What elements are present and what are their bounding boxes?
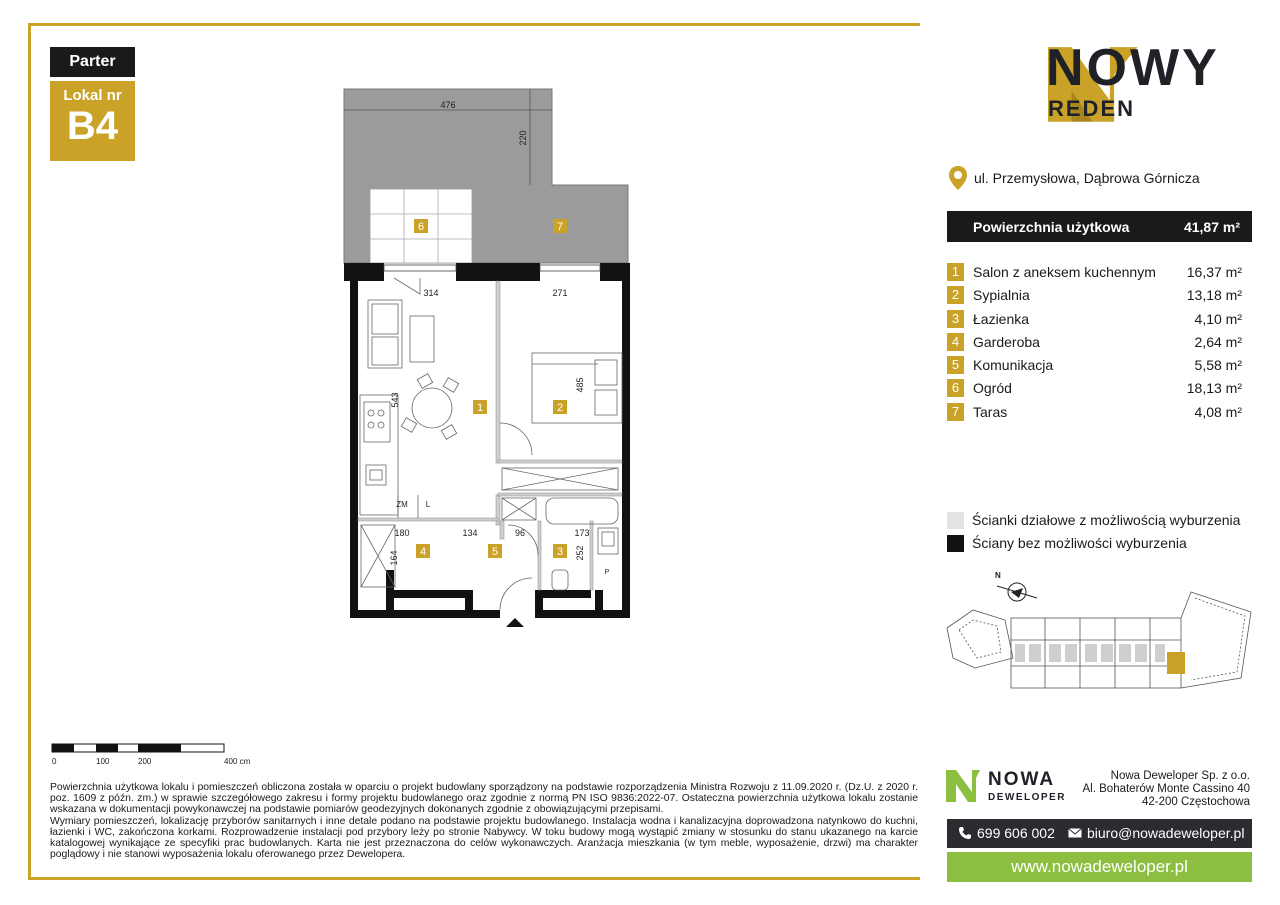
dim-living-width: 314 (423, 288, 439, 298)
company-street: Al. Bohaterów Monte Cassino 40 (1082, 783, 1250, 795)
list-item (947, 355, 1242, 378)
room-area: 4,10 m² (1194, 310, 1242, 327)
room-name: Garderoba (973, 333, 1040, 350)
room-list (947, 262, 1242, 425)
mail-icon (1068, 828, 1082, 838)
room-number: 6 (947, 379, 964, 397)
phone-icon (958, 826, 972, 840)
scale-tick-100: 100 (96, 757, 110, 766)
list-item (947, 332, 1242, 355)
room-number: 2 (947, 286, 964, 304)
room-area: 16,37 m² (1186, 264, 1242, 280)
floor-badge: Parter (50, 47, 135, 77)
scale-tick-0: 0 (52, 757, 57, 766)
brand-sub: REDEN (1048, 96, 1136, 121)
room-area: 13,18 m² (1186, 287, 1242, 304)
dim-door-width: 96 (514, 528, 526, 538)
location-pin-icon (948, 165, 968, 191)
room-name: Salon z aneksem kuchennym (973, 264, 1156, 280)
fridge-label: ZM (396, 500, 408, 509)
dim-hall-width: 134 (462, 528, 478, 538)
company-city: 42-200 Częstochowa (1141, 796, 1250, 808)
phone-link[interactable]: 699 606 002 (977, 825, 1055, 841)
address: ul. Przemysłowa, Dąbrowa Górnicza (974, 170, 1200, 186)
bath-label: P (604, 569, 610, 576)
room-tag-6: 6 (417, 221, 425, 233)
room-tag-4: 4 (419, 546, 427, 558)
dim-bedroom-width: 271 (552, 288, 568, 298)
company-name: Nowa Deweloper Sp. z o.o. (1110, 770, 1250, 782)
dim-garden-width: 476 (440, 100, 456, 110)
list-item (947, 378, 1242, 401)
brand-name: NOWY (1046, 39, 1220, 97)
room-name: Ogród (973, 380, 1012, 397)
dim-bath-depth: 252 (575, 545, 585, 561)
footnote-paragraph: Powierzchnia użytkowa lokalu i pomieszczeń obliczona została w oparciu o projekt budowlany sporządzony na podstawie rozporządzenia Ministra Rozwoju z 11.09.2020 r. (Dz.U. z 2020 r. poz. 1609 z późn. zm.) w sprawie szczegółowego zakresu i formy projektu budowlanego oraz zgodnie z normą PN ISO 9836:2022-07. Ostateczna powierzchnia użytkowa lokalu zostanie wskazana w dokumentacji powykonawczej na podstawie pomiarów geodezyjnych dokonanych zgodnie z obowiązującymi przepisami. (50, 782, 918, 816)
room-number: 5 (947, 356, 964, 374)
legend-removable-text: Ścianki działowe z możliwością wyburzenia (972, 512, 1241, 528)
footnote-paragraph: Wymiary pomieszczeń, lokalizację przyborów sanitarnych i inne detale podano na podstawie projektu budowlanego. Instalacja wodna i kanalizacyjna doprowadzona natynkowo do kuchni, łazienki i WC, zakończona korkami. Rozprowadzenie instalacji pod przybory leży po stronie Nabywcy. W toku budowy mogą wystąpić zmiany w stosunku do stanu ukazanego na karcie katalogowej wynikające ze specyfiki prac budowlanych. Karta nie jest przeznaczona do celów wykonawczych. Aranżacja mieszkania (w tym meble, wyposażenie, drzwi) ma charakter poglądowy i nie stanowi wyposażenia lokalu oferowanego przez Dewelopera. (50, 815, 918, 861)
contact-bar (947, 819, 1252, 848)
room-name: Komunikacja (973, 357, 1054, 374)
unit-label: Lokal nr (63, 87, 122, 104)
room-tag-5: 5 (491, 546, 499, 558)
floor-plan (330, 80, 640, 630)
compass-icon (997, 583, 1037, 601)
room-name: Łazienka (973, 310, 1030, 327)
north-label: N (995, 571, 1001, 580)
entrance-arrow-icon (506, 618, 524, 627)
developer-sub: DEWELOPER (988, 792, 1066, 803)
legend-removable-swatch (947, 512, 964, 529)
room-area: 5,58 m² (1194, 357, 1242, 374)
legend-structural-swatch (947, 535, 964, 552)
selected-unit-marker (1167, 652, 1185, 674)
usable-area-bar (947, 211, 1252, 242)
email-link[interactable]: biuro@nowadeweloper.pl (1087, 825, 1245, 841)
room-name: Sypialnia (973, 287, 1030, 304)
room-number: 4 (947, 333, 964, 351)
legend-structural-text: Ściany bez możliwości wyburzenia (972, 535, 1187, 551)
site-buildings (947, 592, 1251, 688)
list-item (947, 285, 1242, 308)
room-area: 4,08 m² (1194, 403, 1242, 420)
frame-left-line (28, 23, 31, 880)
site-plan (945, 568, 1255, 698)
website-link[interactable]: www.nowadeweloper.pl (947, 852, 1252, 882)
dishwasher-label: L (425, 500, 431, 509)
frame-top-line (28, 23, 920, 26)
list-item (947, 262, 1242, 285)
usable-area-label: Powierzchnia użytkowa (973, 219, 1130, 235)
scale-tick-400: 400 cm (224, 757, 251, 766)
room-area: 18,13 m² (1186, 380, 1242, 397)
unit-badge (50, 81, 135, 161)
scale-tick-200: 200 (138, 757, 152, 766)
room-area: 2,64 m² (1194, 333, 1242, 350)
room-tag-7: 7 (556, 221, 564, 233)
room-number: 3 (947, 310, 964, 328)
scale-bar (50, 742, 260, 768)
company-address (1080, 770, 1250, 809)
usable-area-value: 41,87 m² (1183, 219, 1240, 235)
legal-footnote (50, 782, 918, 860)
list-item (947, 402, 1242, 425)
list-item (947, 309, 1242, 332)
unit-number: B4 (66, 104, 119, 148)
dim-bath-width: 173 (574, 528, 590, 538)
dim-wardrobe-depth: 164 (389, 550, 399, 566)
site-units (1015, 644, 1165, 662)
room-number: 7 (947, 403, 964, 421)
room-name: Taras (973, 403, 1008, 420)
dim-garden-depth: 220 (518, 130, 528, 146)
dim-living-depth: 543 (390, 392, 400, 408)
room-number: 1 (947, 263, 964, 281)
dim-wardrobe-width: 180 (394, 528, 410, 538)
room-tag-3: 3 (556, 546, 564, 558)
dim-bedroom-depth: 485 (575, 377, 585, 393)
room-tag-1: 1 (476, 402, 484, 414)
frame-bottom-line (28, 877, 920, 880)
developer-name: NOWA (988, 769, 1056, 790)
room-tag-2: 2 (556, 402, 564, 414)
nowa-deweloper-logo-icon (946, 768, 982, 804)
